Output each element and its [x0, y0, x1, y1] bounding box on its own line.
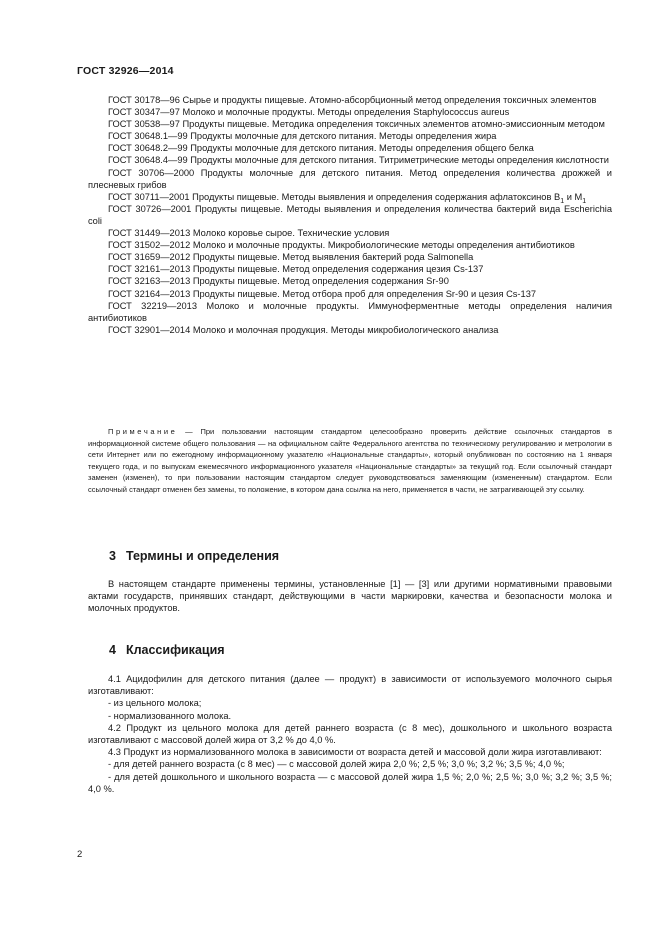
- references-list: [88, 94, 612, 336]
- reference-item: ГОСТ 30648.2—99 Продукты молочные для детского питания. Методы определения общего белка: [108, 143, 534, 154]
- reference-item: ГОСТ 32163—2013 Продукты пищевые. Метод определения содержания Sr-90: [108, 276, 449, 287]
- reference-item: ГОСТ 30648.1—99 Продукты молочные для детского питания. Методы определения жира: [108, 131, 497, 142]
- list-item: - для детей раннего возраста (с 8 мес) — с массовой долей жира 2,0 %; 2,5 %; 3,0 %; 3,2 %; 3,5 %; 4,0 %;: [108, 759, 565, 770]
- reference-item: ГОСТ 30726—2001 Продукты пищевые. Методы выявления и определения количества бактерий вида Escherichia coli: [88, 203, 612, 226]
- reference-item: ГОСТ 31449—2013 Молоко коровье сырое. Технические условия: [108, 228, 390, 239]
- note-block: [88, 426, 612, 496]
- paragraph-4-2: 4.2 Продукт из цельного молока для детей раннего возраста (с 8 мес), дошкольного и школьного возраста изготавливают с массовой долей жира от 3,2 % до 4,0 %.: [88, 722, 612, 746]
- note-text: — При пользовании настоящим стандартом целесообразно проверить действие ссылочных стандартов в информационной системе общего пользования — на официальном сайте Федерального агентства по техническому регулированию и метрологии в сети Интернет или по ежегодному информационному указателю «Национальные стандарты», который опубликован по состоянию на 1 января текущего года, и по выпускам ежемесячного информационного указателя «Национальные стандарты» за текущий год. Если ссылочный стандарт заменен (изменен), то при пользовании настоящим стандартом следует руководствоваться заменяющим (измененным) стандартом. Если ссылочный стандарт отменен без замены, то положение, в котором дана ссылка на него, применяется в части, не затрагивающей эту ссылку.: [88, 427, 612, 494]
- section-4-title: [109, 643, 225, 657]
- reference-item: ГОСТ 32219—2013 Молоко и молочные продукты. Иммуноферментные методы определения наличия антибиотиков: [88, 300, 612, 323]
- reference-item: [88, 191, 612, 203]
- reference-item: ГОСТ 32164—2013 Продукты пищевые. Метод отбора проб для определения Sr-90 и цезия Cs-137: [108, 288, 537, 299]
- reference-text: ГОСТ 30711—2001 Продукты пищевые. Методы выявления и определения содержания афлатоксинов B: [108, 191, 561, 202]
- paragraph: В настоящем стандарте применены термины, установленные [1] — [3] или другими нормативными правовыми актами государств, принявших стандарт, действующими в части маркировки, качества и безопасности молока и молочных продуктов.: [88, 579, 612, 614]
- list-item: - для детей дошкольного и школьного возраста — с массовой долей жира 1,5 %; 2,0 %; 2,5 %; 3,0 %; 3,2 %; 3,5 %; 4,0 %.: [88, 771, 612, 794]
- section-3-body: [88, 578, 612, 615]
- section-4-body: [88, 673, 612, 795]
- document-header: ГОСТ 32926—2014: [77, 65, 174, 77]
- section-heading: Классификация: [125, 643, 225, 657]
- reference-item: ГОСТ 31659—2012 Продукты пищевые. Метод выявления бактерий рода Salmonella: [108, 252, 474, 263]
- reference-item: ГОСТ 32161—2013 Продукты пищевые. Метод определения содержания цезия Cs-137: [108, 264, 484, 275]
- reference-item: ГОСТ 31502—2012 Молоко и молочные продукты. Микробиологические методы определения антибиотиков: [108, 240, 575, 251]
- reference-item: ГОСТ 30706—2000 Продукты молочные для детского питания. Метод определения количества дрожжей и плесневых грибов: [88, 167, 612, 190]
- reference-item: ГОСТ 30538—97 Продукты пищевые. Методика определения токсичных элементов атомно-эмиссионным методом: [108, 119, 605, 130]
- reference-item: ГОСТ 30347—97 Молоко и молочные продукты. Методы определения Staphylococcus aureus: [108, 107, 510, 118]
- paragraph-4-1: 4.1 Ацидофилин для детского питания (далее — продукт) в зависимости от используемого молочного сырья изготавливают:: [88, 674, 612, 697]
- list-item: - нормализованного молока.: [108, 710, 232, 721]
- page-number: 2: [77, 849, 83, 860]
- reference-item: ГОСТ 30648.4—99 Продукты молочные для детского питания. Титриметрические методы определения кислотности: [108, 155, 609, 166]
- reference-item: ГОСТ 30178—96 Сырье и продукты пищевые. Атомно-абсорбционный метод определения токсичных элементов: [108, 95, 597, 105]
- section-number: 4: [109, 643, 116, 657]
- reference-item: ГОСТ 32901—2014 Молоко и молочная продукция. Методы микробиологического анализа: [108, 324, 499, 335]
- list-item: - из цельного молока;: [108, 698, 202, 709]
- section-3-title: [109, 549, 279, 563]
- reference-text: и M: [564, 191, 583, 202]
- section-number: 3: [109, 549, 116, 563]
- section-heading: Термины и определения: [125, 549, 280, 563]
- paragraph-4-3: 4.3 Продукт из нормализованного молока в зависимости от возраста детей и массовой доли жира изготавливают:: [108, 747, 602, 758]
- subscript: 1: [582, 197, 587, 205]
- note-label: Примечание: [108, 427, 178, 436]
- subscript: 1: [560, 197, 565, 205]
